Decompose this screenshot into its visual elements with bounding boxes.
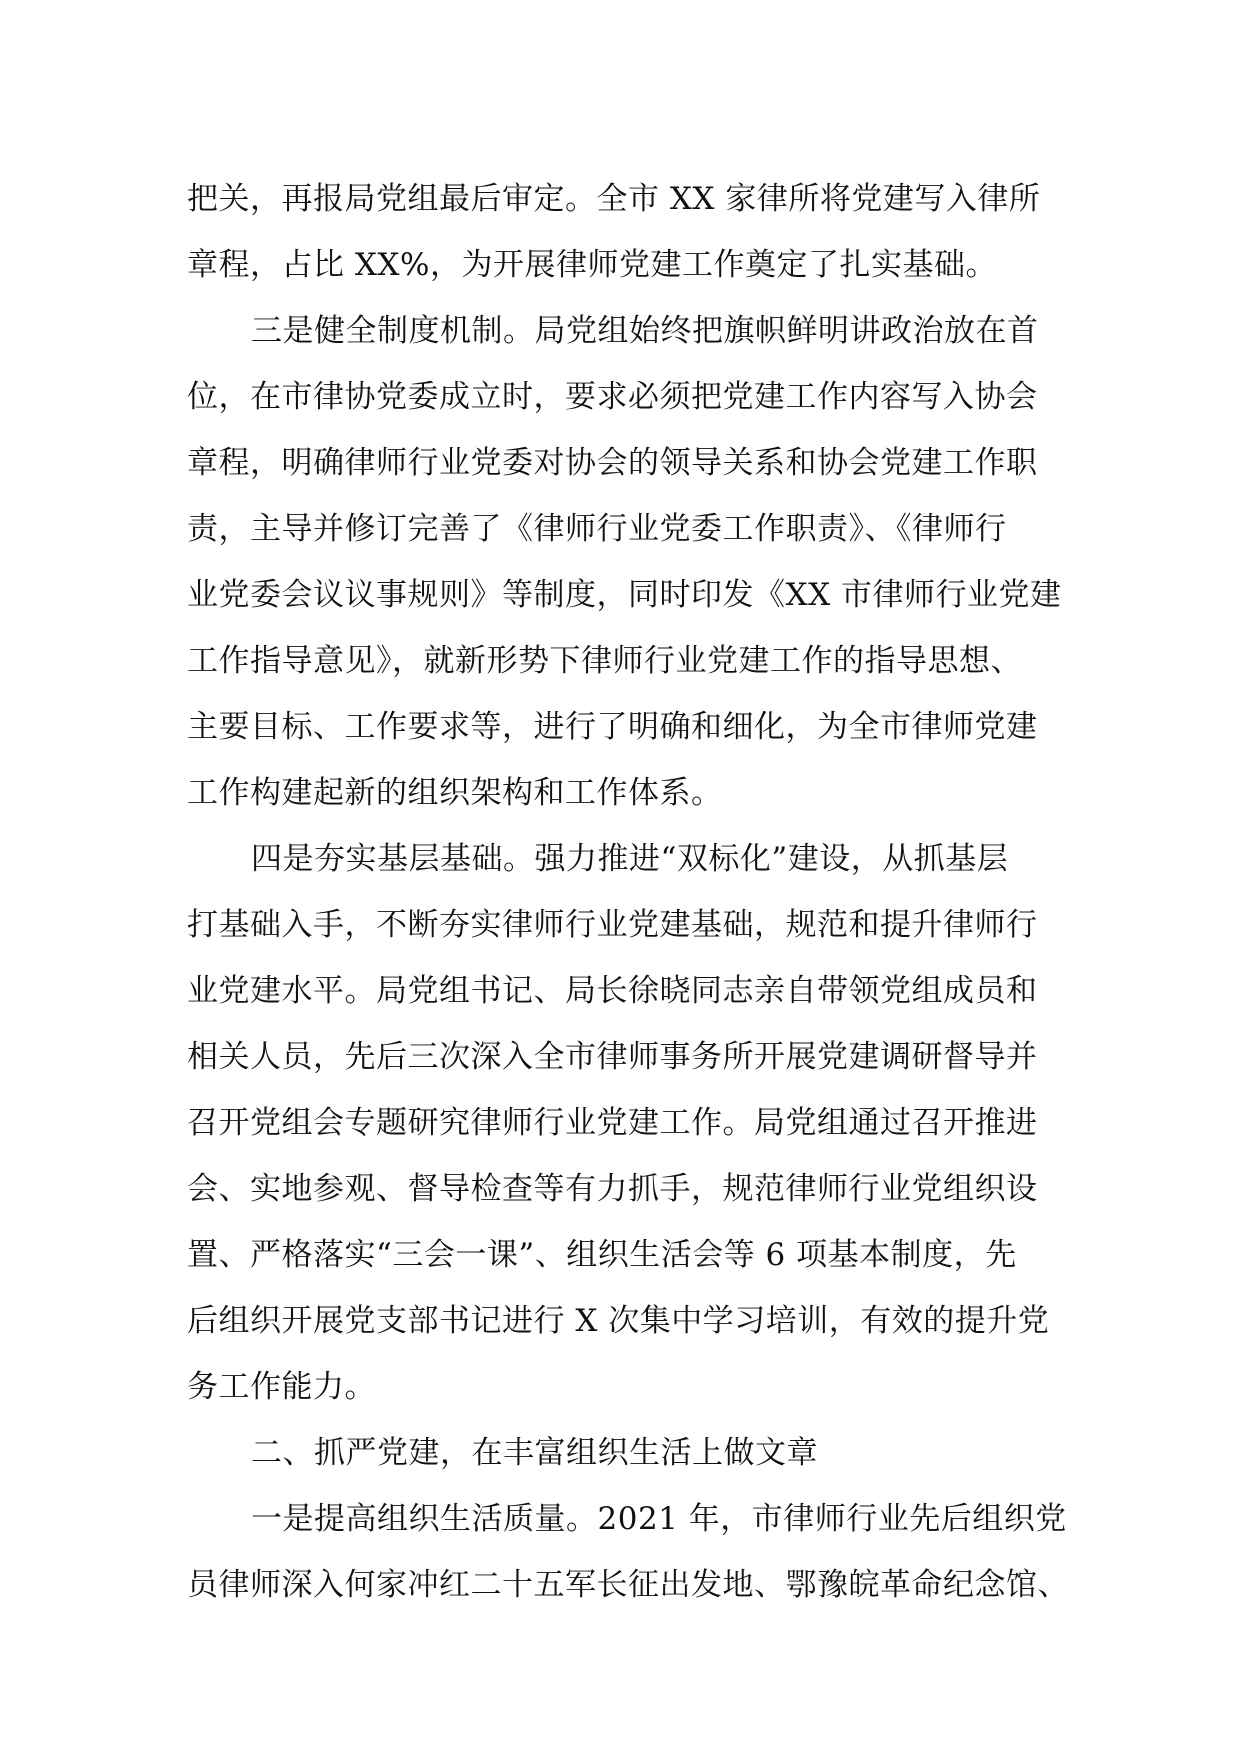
paragraph-heading-line: 一是提高组织生活质量。2021 年，市律师行业先后组织党 [251,1501,1067,1537]
text-line: 相关人员，先后三次深入全市律师事务所开展党建调研督导并 [187,1039,1038,1075]
text-line: 责，主导并修订完善了《律师行业党委工作职责》、《律师行 [187,511,1007,547]
text-line: 主要目标、工作要求等，进行了明确和细化，为全市律师党建 [187,709,1038,745]
text-line: 召开党组会专题研究律师行业党建工作。局党组通过召开推进 [187,1105,1038,1141]
text-line: 工作构建起新的组织架构和工作体系。 [187,775,723,811]
paragraph-heading-line: 三是健全制度机制。局党组始终把旗帜鲜明讲政治放在首 [251,313,1039,349]
text-line: 后组织开展党支部书记进行 X 次集中学习培训，有效的提升党 [187,1303,1050,1339]
text-line: 工作指导意见》，就新形势下律师行业党建工作的指导思想、 [187,643,1022,679]
text-line: 位，在市律协党委成立时，要求必须把党建工作内容写入协会 [187,379,1038,415]
text-line: 员律师深入何家冲红二十五军长征出发地、鄂豫皖革命纪念馆、 [187,1567,1069,1603]
text-line: 置、严格落实“三会一课”、组织生活会等 6 项基本制度，先 [187,1237,1017,1273]
text-line: 务工作能力。 [187,1369,376,1405]
paragraph-heading-line: 四是夯实基层基础。强力推进“双标化”建设，从抓基层 [251,841,1009,877]
text-line: 把关，再报局党组最后审定。全市 XX 家律所将党建写入律所 [187,181,1041,217]
section-heading: 二、抓严党建，在丰富组织生活上做文章 [251,1435,818,1471]
text-line: 章程，占比 XX%，为开展律师党建工作奠定了扎实基础。 [187,247,997,283]
text-line: 打基础入手，不断夯实律师行业党建基础，规范和提升律师行 [187,907,1038,943]
text-line: 会、实地参观、督导检查等有力抓手，规范律师行业党组织设 [187,1171,1038,1207]
text-line: 业党委会议议事规则》等制度，同时印发《XX 市律师行业党建 [187,577,1062,613]
document-body [187,166,1069,1618]
text-line: 业党建水平。局党组书记、局长徐晓同志亲自带领党组成员和 [187,973,1038,1009]
text-line: 章程，明确律师行业党委对协会的领导关系和协会党建工作职 [187,445,1038,481]
